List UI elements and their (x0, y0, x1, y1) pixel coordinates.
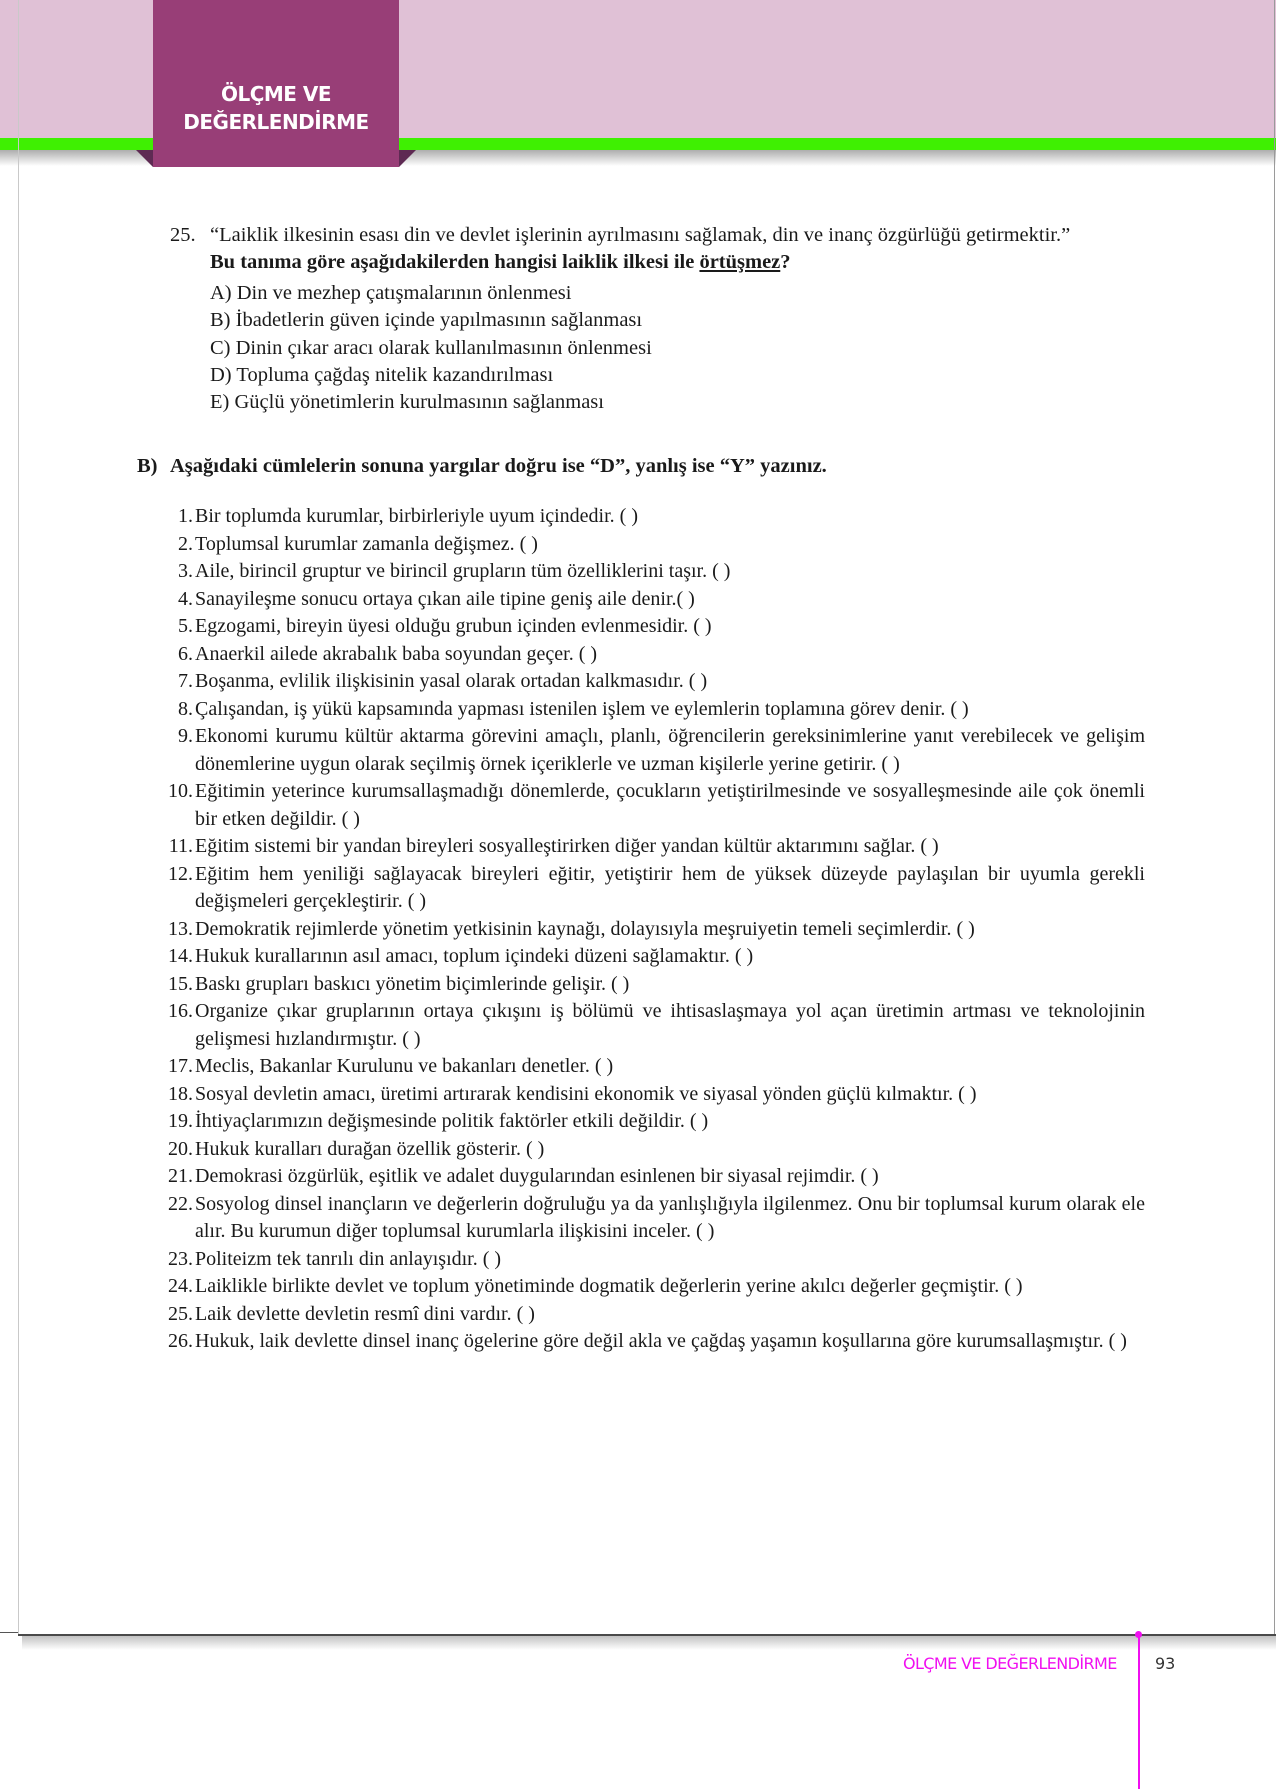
item-text: Sosyolog dinsel inançların ve değerlerin doğruluğu ya da yanlışlığıyla ilgilenmez. Onu bir toplumsal kurum olarak ele alır. Bu kurumun diğer toplumsal kurumlarla ilişkisini inceler. ( ) (195, 1192, 1145, 1242)
badge-flap-left (136, 150, 153, 167)
item-number: 4. (178, 587, 193, 610)
item-text: Bir toplumda kurumlar, birbirleriyle uyum içindedir. ( ) (195, 505, 638, 527)
item-text: Hukuk kurallarının asıl amacı, toplum içindeki düzeni sağlamaktır. ( ) (195, 945, 754, 967)
page-edge-left (18, 0, 19, 1634)
list-item (155, 1191, 1145, 1246)
item-text: Hukuk, laik devlette dinsel inanç ögelerine göre değil akla ve çağdaş yaşamın koşullarına göre kurumsallaşmıştır. ( ) (195, 1330, 1127, 1352)
list-item (155, 833, 1145, 861)
item-text: Egzogami, bireyin üyesi olduğu grubun içinden evlenmesidir. ( ) (195, 615, 712, 637)
item-number: 20. (168, 1137, 193, 1160)
list-item (155, 1163, 1145, 1191)
section-badge (153, 0, 399, 167)
item-number: 25. (168, 1302, 193, 1325)
list-item (155, 531, 1145, 559)
list-item (155, 696, 1145, 724)
section-b-heading (137, 452, 827, 480)
item-text: Boşanma, evlilik ilişkisinin yasal olarak ortadan kalkmasıdır. ( ) (195, 670, 708, 692)
page-edge-right (1274, 0, 1275, 1634)
item-text: Laiklikle birlikte devlet ve toplum yönetiminde dogmatik değerlerin yerine akılcı değerler geçmiştir. ( ) (195, 1275, 1023, 1297)
question-25 (170, 222, 1250, 416)
bottom-rule-left (0, 1632, 18, 1633)
item-number: 10. (168, 780, 193, 802)
answer-options (210, 280, 1250, 416)
item-number: 12. (168, 862, 193, 885)
list-item (155, 1053, 1145, 1081)
item-number: 6. (178, 642, 193, 665)
list-item (155, 503, 1145, 531)
list-item (155, 1136, 1145, 1164)
footer-divider-dot (1135, 1631, 1142, 1638)
item-text: Politeizm tek tanrılı din anlayışıdır. ( ) (195, 1247, 502, 1270)
page-number: 93 (1155, 1654, 1176, 1673)
list-item (155, 723, 1145, 778)
footer-section-label: ÖLÇME VE DEĞERLENDİRME (903, 1654, 1117, 1673)
badge-title-line1: ÖLÇME VE (220, 82, 332, 106)
item-number: 1. (178, 505, 193, 527)
item-number: 24. (168, 1275, 193, 1297)
item-number: 13. (168, 917, 193, 940)
option-c: C) Dinin çıkar aracı olarak kullanılmasının önlenmesi (210, 336, 652, 359)
item-text: Toplumsal kurumlar zamanla değişmez. ( ) (195, 532, 538, 555)
item-text: Sanayileşme sonucu ortaya çıkan aile tipine geniş aile denir.( ) (195, 587, 695, 610)
item-number: 9. (178, 725, 193, 747)
item-text: Eğitimin yeterince kurumsallaşmadığı dönemlerde, çocukların yetiştirilmesinde ve sosyalleşmesinde aile çok önemli bir etken değildir. ( ) (195, 780, 1145, 830)
list-item (155, 613, 1145, 641)
item-number: 23. (168, 1247, 193, 1270)
list-item (155, 1328, 1145, 1356)
item-number: 11. (168, 835, 193, 857)
list-item (155, 1081, 1145, 1109)
item-number: 14. (168, 945, 193, 967)
item-number: 15. (168, 972, 193, 995)
list-item (155, 1246, 1145, 1274)
list-item (155, 668, 1145, 696)
badge-title-line2: DEĞERLENDİRME (183, 110, 369, 134)
section-letter: B) (137, 455, 158, 477)
question-number: 25. (170, 224, 196, 246)
item-text: Demokrasi özgürlük, eşitlik ve adalet duygularından esinlenen bir siyasal rejimdir. ( ) (195, 1165, 879, 1187)
item-number: 22. (168, 1192, 193, 1215)
item-number: 7. (178, 670, 193, 692)
item-text: Organize çıkar gruplarının ortaya çıkışını iş bölümü ve ihtisaslaşmaya yol açan üretimin artması ve teknolojinin gelişmesi hızlandırmıştır. ( ) (195, 1000, 1145, 1050)
prompt-end: ? (780, 251, 791, 273)
badge-flap-right (399, 150, 416, 167)
item-text: Anaerkil ailede akrabalık baba soyundan geçer. ( ) (195, 642, 598, 665)
question-prompt (210, 249, 1250, 276)
list-item (155, 778, 1145, 833)
list-item (155, 641, 1145, 669)
item-number: 21. (168, 1165, 193, 1187)
list-item (155, 861, 1145, 916)
item-text: Meclis, Bakanlar Kurulunu ve bakanları denetler. ( ) (195, 1055, 614, 1077)
true-false-list (155, 503, 1145, 1356)
item-number: 5. (178, 615, 193, 637)
item-text: Ekonomi kurumu kültür aktarma görevini amaçlı, planlı, öğrencilerin gereksinimlerine yanıt verebilecek ve gelişim dönemlerine uygun olarak seçilmiş örnek içeriklerle ve uzman kişilerle yerine getirir. ( ) (195, 725, 1145, 775)
item-number: 19. (168, 1110, 193, 1132)
section-instruction: Aşağıdaki cümlelerin sonuna yargılar doğru ise “D”, yanlış ise “Y” yazınız. (170, 455, 827, 477)
option-d: D) Topluma çağdaş nitelik kazandırılması (210, 363, 554, 386)
list-item (155, 558, 1145, 586)
list-item (155, 1301, 1145, 1329)
item-text: Laik devlette devletin resmî dini vardır. ( ) (195, 1302, 535, 1325)
item-number: 16. (168, 1000, 193, 1022)
item-number: 3. (178, 560, 193, 582)
item-number: 2. (178, 532, 193, 555)
item-text: Eğitim sistemi bir yandan bireyleri sosyalleştirirken diğer yandan kültür aktarımını sağlar. ( ) (195, 835, 939, 857)
item-number: 18. (168, 1082, 193, 1105)
item-text: İhtiyaçlarımızın değişmesinde politik faktörler etkili değildir. ( ) (195, 1110, 709, 1132)
list-item (155, 916, 1145, 944)
item-text: Eğitim hem yeniliği sağlayacak bireyleri eğitir, yetiştirir hem de yüksek düzeyde paylaşılan bir uyumla gerekli değişmeleri gerçekleştirir. ( ) (195, 862, 1145, 912)
item-text: Baskı grupları baskıcı yönetim biçimlerinde gelişir. ( ) (195, 972, 630, 995)
list-item (155, 998, 1145, 1053)
question-quote: “Laiklik ilkesinin esası din ve devlet işlerinin ayrılmasını sağlamak, din ve inanç özgürlüğü getirmektir.” (210, 224, 1071, 246)
item-number: 17. (168, 1055, 193, 1077)
item-number: 8. (178, 697, 193, 720)
prompt-text: Bu tanıma göre aşağıdakilerden hangisi laiklik ilkesi ile (210, 251, 700, 273)
list-item (155, 1273, 1145, 1301)
list-item (155, 971, 1145, 999)
item-text: Hukuk kuralları durağan özellik gösterir. ( ) (195, 1137, 545, 1160)
list-item (155, 586, 1145, 614)
option-a: A) Din ve mezhep çatışmalarının önlenmesi (210, 282, 572, 304)
option-b: B) İbadetlerin güven içinde yapılmasının sağlanması (210, 309, 643, 332)
option-e: E) Güçlü yönetimlerin kurulmasının sağlanması (210, 391, 604, 414)
footer-divider (1138, 1634, 1140, 1789)
page-bottom-shadow (22, 1636, 1276, 1650)
item-text: Sosyal devletin amacı, üretimi artırarak kendisini ekonomik ve siyasal yönden güçlü kılmaktır. ( ) (195, 1082, 977, 1105)
item-number: 26. (168, 1330, 193, 1352)
list-item (155, 1108, 1145, 1136)
item-text: Demokratik rejimlerde yönetim yetkisinin kaynağı, dolayısıyla meşruiyetin temeli seçimlerdir. ( ) (195, 917, 975, 940)
item-text: Çalışandan, iş yükü kapsamında yapması istenilen işlem ve eylemlerin toplamına görev denir. ( ) (195, 697, 969, 720)
list-item (155, 943, 1145, 971)
item-text: Aile, birincil gruptur ve birincil grupların tüm özelliklerini taşır. ( ) (195, 560, 731, 582)
prompt-underlined: örtüşmez (699, 251, 781, 273)
